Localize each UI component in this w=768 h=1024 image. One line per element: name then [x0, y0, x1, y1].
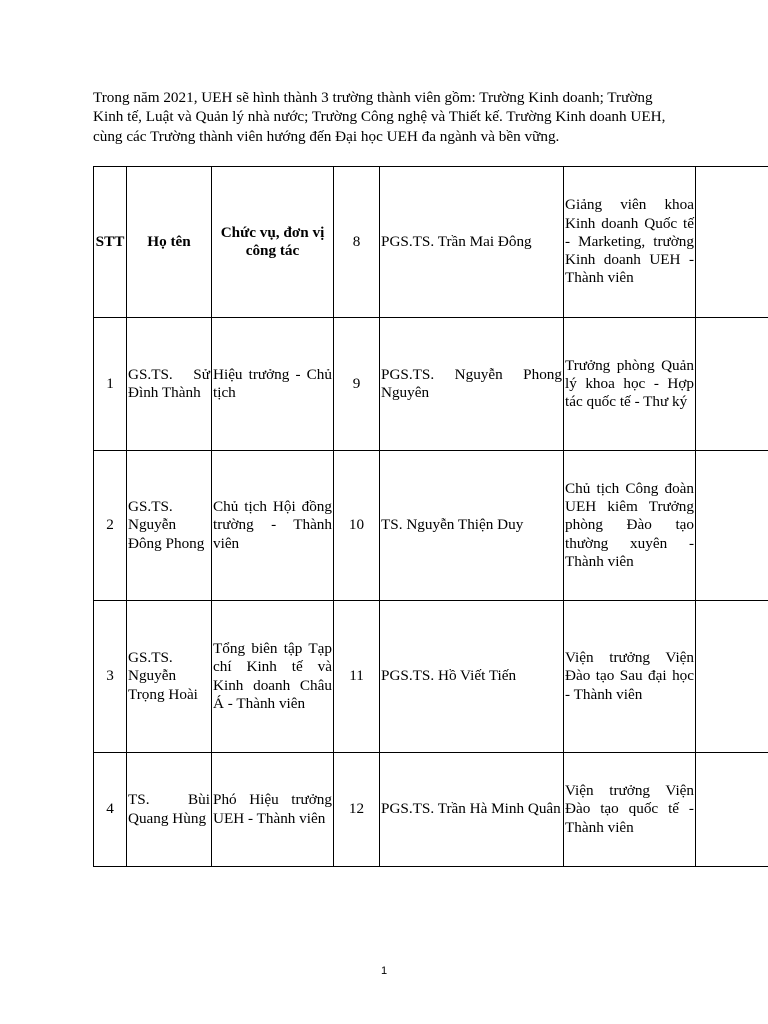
member-role: Viện trưởng Viện Đào tạo quốc tế - Thành viên [564, 753, 696, 867]
empty-cell [696, 753, 768, 867]
member-role: Phó Hiệu trưởng UEH - Thành viên [212, 753, 334, 867]
member-role: Trưởng phòng Quản lý khoa học - Hợp tác quốc tế - Thư ký [564, 318, 696, 451]
member-stt: 9 [334, 318, 380, 451]
empty-cell [696, 601, 768, 753]
member-role: Tổng biên tập Tạp chí Kinh tế và Kinh doanh Châu Á - Thành viên [212, 601, 334, 753]
member-role: Hiệu trưởng - Chủ tịch [212, 318, 334, 451]
member-name: GS.TS. Nguyễn Trọng Hoài [127, 601, 212, 753]
member-name: TS. Nguyễn Thiện Duy [380, 451, 564, 601]
table-row [94, 318, 768, 451]
member-stt: 3 [94, 601, 127, 753]
member-role: Giảng viên khoa Kinh doanh Quốc tế - Marketing, trường Kinh doanh UEH - Thành viên [564, 167, 696, 318]
intro-paragraph: Trong năm 2021, UEH sẽ hình thành 3 trường thành viên gồm: Trường Kinh doanh; Trường Kinh tế, Luật và Quản lý nhà nước; Trường Công nghệ và Thiết kế. Trường Kinh doanh UEH, cùng các Trường thành viên hướng đến Đại học UEH đa ngành và bền vững. [93, 89, 666, 145]
member-stt: 10 [334, 451, 380, 601]
member-role: Chủ tịch Hội đồng trường - Thành viên [212, 451, 334, 601]
member-stt: 1 [94, 318, 127, 451]
member-name: GS.TS. Sử Đình Thành [127, 318, 212, 451]
member-name: PGS.TS. Trần Hà Minh Quân [380, 753, 564, 867]
empty-cell [696, 167, 768, 318]
table-row [94, 753, 768, 867]
table-header-row [94, 167, 768, 318]
member-role: Chủ tịch Công đoàn UEH kiêm Trưởng phòng Đào tạo thường xuyên - Thành viên [564, 451, 696, 601]
member-name: GS.TS. Nguyễn Đông Phong [127, 451, 212, 601]
member-name: PGS.TS. Trần Mai Đông [380, 167, 564, 318]
header-role: Chức vụ, đơn vị công tác [212, 167, 334, 318]
empty-cell [696, 451, 768, 601]
member-name: TS. Bùi Quang Hùng [127, 753, 212, 867]
member-stt: 11 [334, 601, 380, 753]
member-name: PGS.TS. Nguyễn Phong Nguyên [380, 318, 564, 451]
page-number: 1 [380, 965, 388, 977]
header-name: Họ tên [127, 167, 212, 318]
table-row [94, 451, 768, 601]
member-stt: 4 [94, 753, 127, 867]
member-stt: 8 [334, 167, 380, 318]
member-table [93, 166, 768, 867]
member-name: PGS.TS. Hồ Viết Tiến [380, 601, 564, 753]
empty-cell [696, 318, 768, 451]
header-stt: STT [94, 167, 127, 318]
member-stt: 2 [94, 451, 127, 601]
table-row [94, 601, 768, 753]
member-role: Viện trưởng Viện Đào tạo Sau đại học - Thành viên [564, 601, 696, 753]
member-stt: 12 [334, 753, 380, 867]
